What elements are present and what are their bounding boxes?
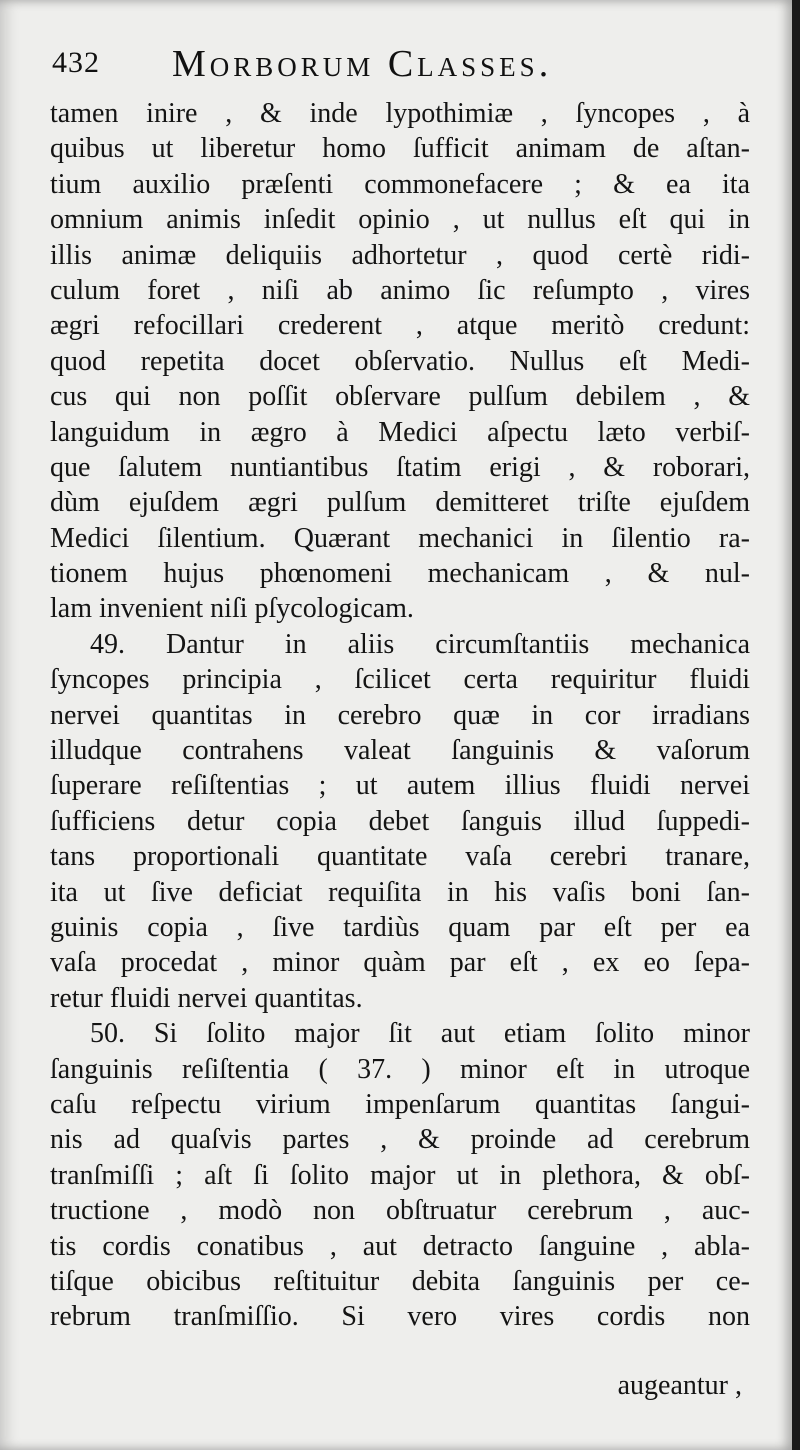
paragraph-49-start: 49. Dantur in aliis circumſtantiis mechanica: [90, 628, 750, 660]
text-line: nervei quantitas in cerebro quæ in cor irradians: [50, 699, 750, 731]
text-line: cus qui non poſſit obſervare pulſum debilem , &: [50, 381, 750, 413]
text-line: lam invenient niſi pſycologicam.: [50, 593, 414, 625]
text-line: caſu reſpectu virium impenſarum quantitas ſangui-: [50, 1088, 750, 1120]
text-line: guinis copia , ſive tardiùs quam par eſt per ea: [50, 911, 750, 943]
text-line: tis cordis conatibus , aut detracto ſanguine , abla-: [50, 1230, 750, 1262]
text-line: illis animæ deliquiis adhortetur , quod certè ridi-: [50, 239, 750, 271]
body-text: [50, 96, 750, 1335]
running-head: Morborum Classes.: [172, 43, 553, 85]
text-line: nis ad quaſvis partes , & proinde ad cerebrum: [50, 1124, 750, 1156]
text-line: vaſa procedat , minor quàm par eſt , ex eo ſepa-: [50, 947, 750, 979]
text-line: ſufficiens detur copia debet ſanguis illud ſuppedi-: [50, 805, 750, 837]
text-line: rebrum tranſmiſſio. Si vero vires cordis non: [50, 1301, 750, 1333]
text-line: dùm ejuſdem ægri pulſum demitteret triſte ejuſdem: [50, 487, 750, 519]
text-line: tranſmiſſi ; aſt ſi ſolito major ut in plethora, & obſ-: [50, 1159, 750, 1191]
page-header: [52, 42, 752, 86]
text-line: omnium animis inſedit opinio , ut nullus eſt qui in: [50, 204, 750, 236]
text-line: ſuperare reſiſtentias ; ut autem illius fluidi nervei: [50, 770, 750, 802]
text-line: illudque contrahens valeat ſanguinis & vaſorum: [50, 735, 750, 767]
text-line: Medici ſilentium. Quærant mechanici in ſilentio ra-: [50, 522, 750, 554]
paragraph-50-start: 50. Si ſolito major ſit aut etiam ſolito minor: [90, 1018, 750, 1050]
text-line: languidum in ægro à Medici aſpectu læto verbiſ-: [50, 416, 750, 448]
text-line: tamen inire , & inde lypothimiæ , ſyncopes , à: [50, 98, 750, 129]
text-line: culum foret , niſi ab animo ſic reſumpto , vires: [50, 274, 750, 306]
text-line: que ſalutem nuntiantibus ſtatim erigi , & roborari,: [50, 451, 750, 483]
text-line: tans proportionali quantitate vaſa cerebri tranare,: [50, 841, 750, 873]
text-line: retur fluidi nervei quantitas.: [50, 982, 363, 1014]
text-line: quibus ut liberetur homo ſufficit animam de aſtan-: [50, 133, 750, 165]
text-line: tionem hujus phœnomeni mechanicam , & nul-: [50, 558, 750, 590]
catchword: augeantur ,: [617, 1370, 742, 1401]
page-edge-shadow: [792, 0, 800, 1450]
page-number: 432: [52, 46, 100, 79]
text-line: quod repetita docet obſervatio. Nullus eſt Medi-: [50, 345, 750, 377]
text-line: tium auxilio præſenti commonefacere ; & ea ita: [50, 168, 750, 200]
text-line: ſyncopes principia , ſcilicet certa requiritur fluidi: [50, 664, 750, 696]
text-line: ſanguinis reſiſtentia ( 37. ) minor eſt in utroque: [50, 1053, 750, 1085]
text-line: tiſque obicibus reſtituitur debita ſanguinis per ce-: [50, 1265, 750, 1297]
text-line: tructione , modò non obſtruatur cerebrum , auc-: [50, 1195, 750, 1227]
text-line: ægri refocillari crederent , atque meritò credunt:: [50, 310, 750, 342]
text-line: ita ut ſive deficiat requiſita in his vaſis boni ſan-: [50, 876, 750, 908]
